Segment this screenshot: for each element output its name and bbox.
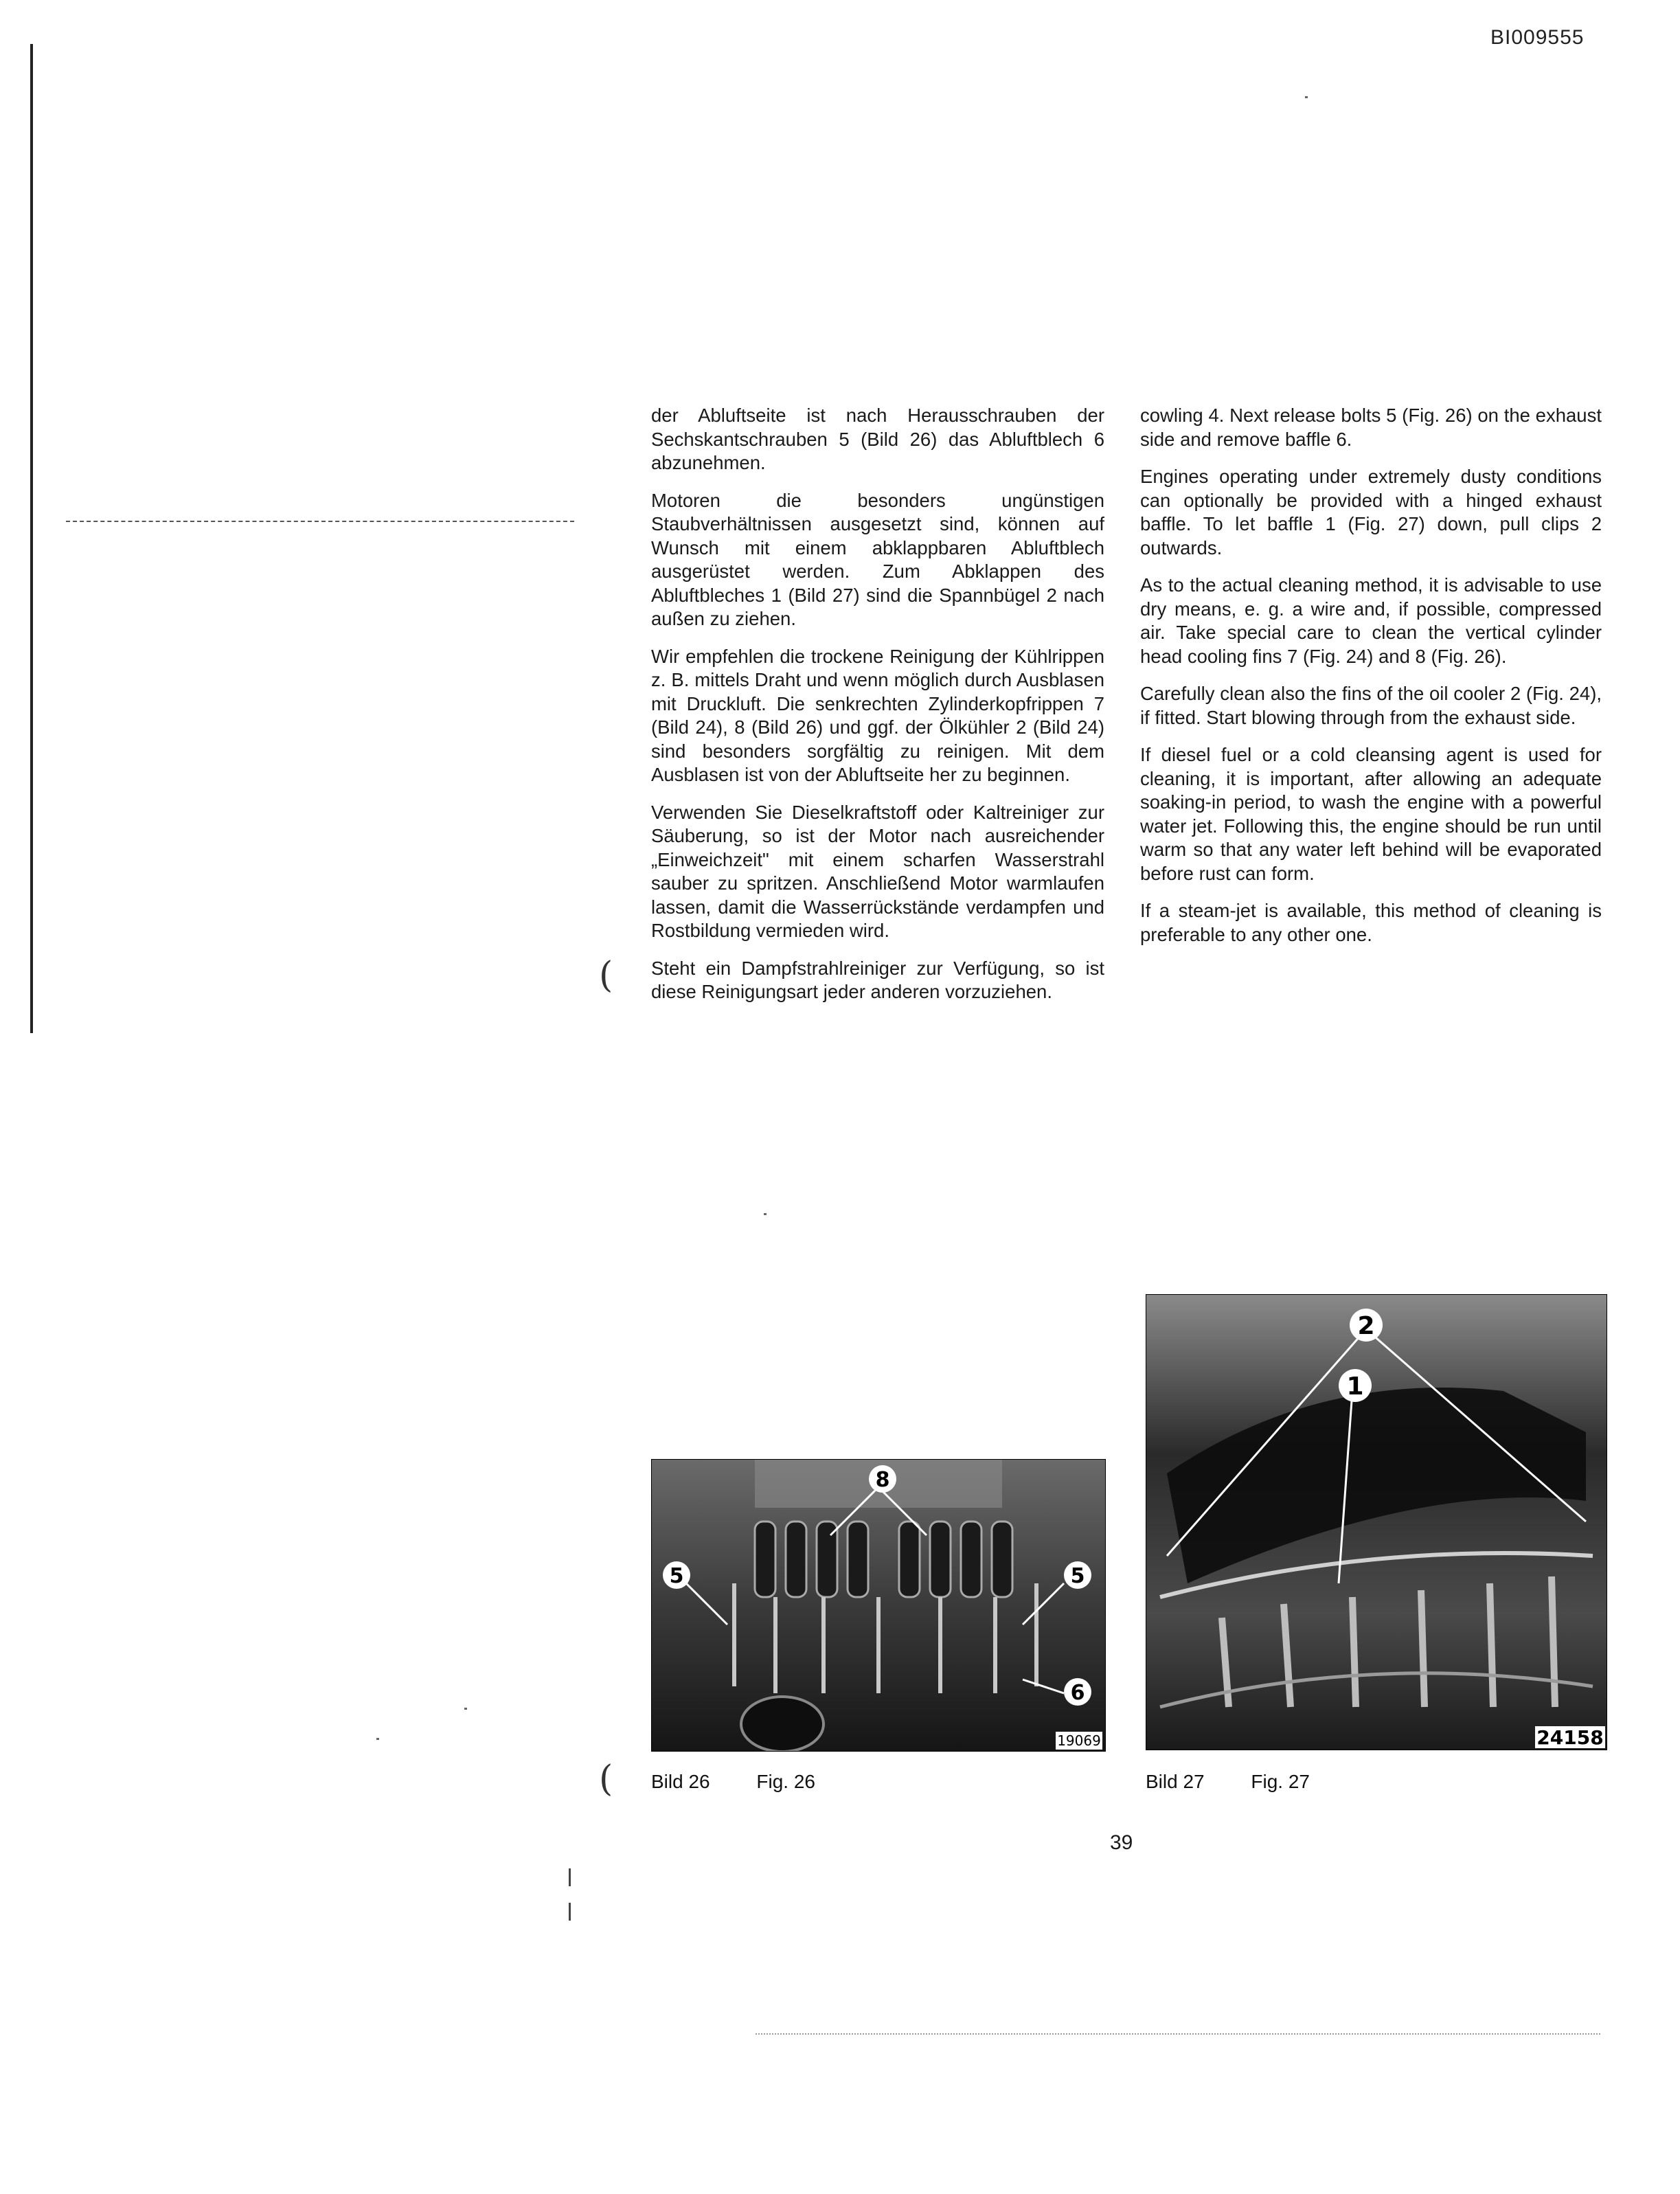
german-paragraph: der Abluftseite ist nach Herausschrauben der Sechskantschrauben 5 (Bild 26) das Abluftblech 6 abzunehmen. xyxy=(651,405,1104,473)
german-text-column xyxy=(651,404,1104,1018)
page-number: 39 xyxy=(1110,1831,1133,1854)
callout-5-right: 5 xyxy=(1070,1564,1085,1588)
callout-2: 2 xyxy=(1357,1312,1375,1340)
german-paragraph: Motoren die besonders ungünstigen Staubverhältnissen ausgesetzt sind, können auf Wunsch mit einem abklappbaren Abluftblech ausgerüstet werden. Zum Abklappen des Abluftbleches 1 (Bild 27) sind die Spannbügel 2 nach außen zu ziehen. xyxy=(651,489,1104,629)
caption-fig-27: Fig. 27 xyxy=(1251,1771,1310,1792)
figure-27-caption xyxy=(1146,1771,1310,1793)
callout-6: 6 xyxy=(1070,1681,1085,1705)
dashed-separator xyxy=(66,521,574,522)
figure-26-photo xyxy=(651,1459,1106,1752)
german-paragraph: Steht ein Dampfstrahlreiniger zur Verfügung, so ist diese Reinigungsart jeder anderen vorzuziehen. xyxy=(651,957,1104,1002)
scan-paren-mark: ( xyxy=(599,955,613,996)
scan-speck xyxy=(376,1738,379,1740)
callout-5-left: 5 xyxy=(669,1564,684,1588)
caption-bild-26: Bild 26 xyxy=(651,1771,710,1792)
german-paragraph: Verwenden Sie Dieselkraftstoff oder Kaltreiniger zur Säuberung, so ist der Motor nach ausreichender „Einweichzeit" mit einem scharfen Wasserstrahl sauber zu spritzen. Anschließend Motor warmlaufen lassen, damit die Wasserrückstände verdampfen und Rostbildung vermieden wird. xyxy=(651,801,1104,941)
left-margin-rule xyxy=(30,44,33,1033)
scan-paren-mark: ( xyxy=(599,1758,613,1800)
caption-fig-26: Fig. 26 xyxy=(756,1771,816,1792)
english-text-column xyxy=(1140,404,1602,960)
figure-26-caption xyxy=(651,1771,815,1793)
english-paragraph: cowling 4. Next release bolts 5 (Fig. 26) on the exhaust side and remove baffle 6. xyxy=(1140,405,1602,450)
document-id: BI009555 xyxy=(1490,26,1585,49)
callout-1: 1 xyxy=(1346,1372,1364,1401)
scan-speck xyxy=(464,1708,467,1710)
scan-dotted-line xyxy=(756,2033,1600,2035)
scan-tick-mark xyxy=(569,1868,571,1886)
english-paragraph: If diesel fuel or a cold cleansing agent is used for cleaning, it is important, after allowing an adequate soaking-in period, to wash the engine with a powerful water jet. Following this, the engine should be run until warm so that any water left behind will be evaporated before rust can form. xyxy=(1140,744,1602,884)
figure-27-photo xyxy=(1146,1294,1607,1750)
english-paragraph: Engines operating under extremely dusty conditions can optionally be provided with a hinged exhaust baffle. To let baffle 1 (Fig. 27) down, pull clips 2 outwards. xyxy=(1140,466,1602,558)
scan-speck xyxy=(764,1213,767,1215)
photo-number-19069: 19069 xyxy=(1057,1732,1101,1749)
english-paragraph: As to the actual cleaning method, it is advisable to use dry means, e. g. a wire and, if possible, compressed air. Take special care to clean the vertical cylinder head cooling fins 7 (Fig. 24) and 8 (Fig. 26). xyxy=(1140,574,1602,667)
scan-tick-mark xyxy=(569,1903,571,1921)
callout-8: 8 xyxy=(875,1468,890,1492)
engine-fins-illustration xyxy=(652,1460,1105,1751)
scan-speck xyxy=(1305,96,1308,98)
german-paragraph: Wir empfehlen die trockene Reinigung der Kühlrippen z. B. mittels Draht und wenn möglich durch Ausblasen mit Druckluft. Die senkrechten Zylinderkopfrippen 7 (Bild 24), 8 (Bild 26) und ggf. der Ölkühler 2 (Bild 24) sind besonders sorgfältig zu reinigen. Mit dem Ausblasen ist von der Abluftseite her zu beginnen. xyxy=(651,645,1104,785)
english-paragraph: If a steam-jet is available, this method of cleaning is preferable to any other one. xyxy=(1140,900,1602,945)
caption-bild-27: Bild 27 xyxy=(1146,1771,1205,1792)
photo-number-24158: 24158 xyxy=(1536,1726,1604,1749)
english-paragraph: Carefully clean also the fins of the oil cooler 2 (Fig. 24), if fitted. Start blowing through from the exhaust side. xyxy=(1140,683,1602,728)
exhaust-baffle-illustration xyxy=(1146,1295,1607,1750)
